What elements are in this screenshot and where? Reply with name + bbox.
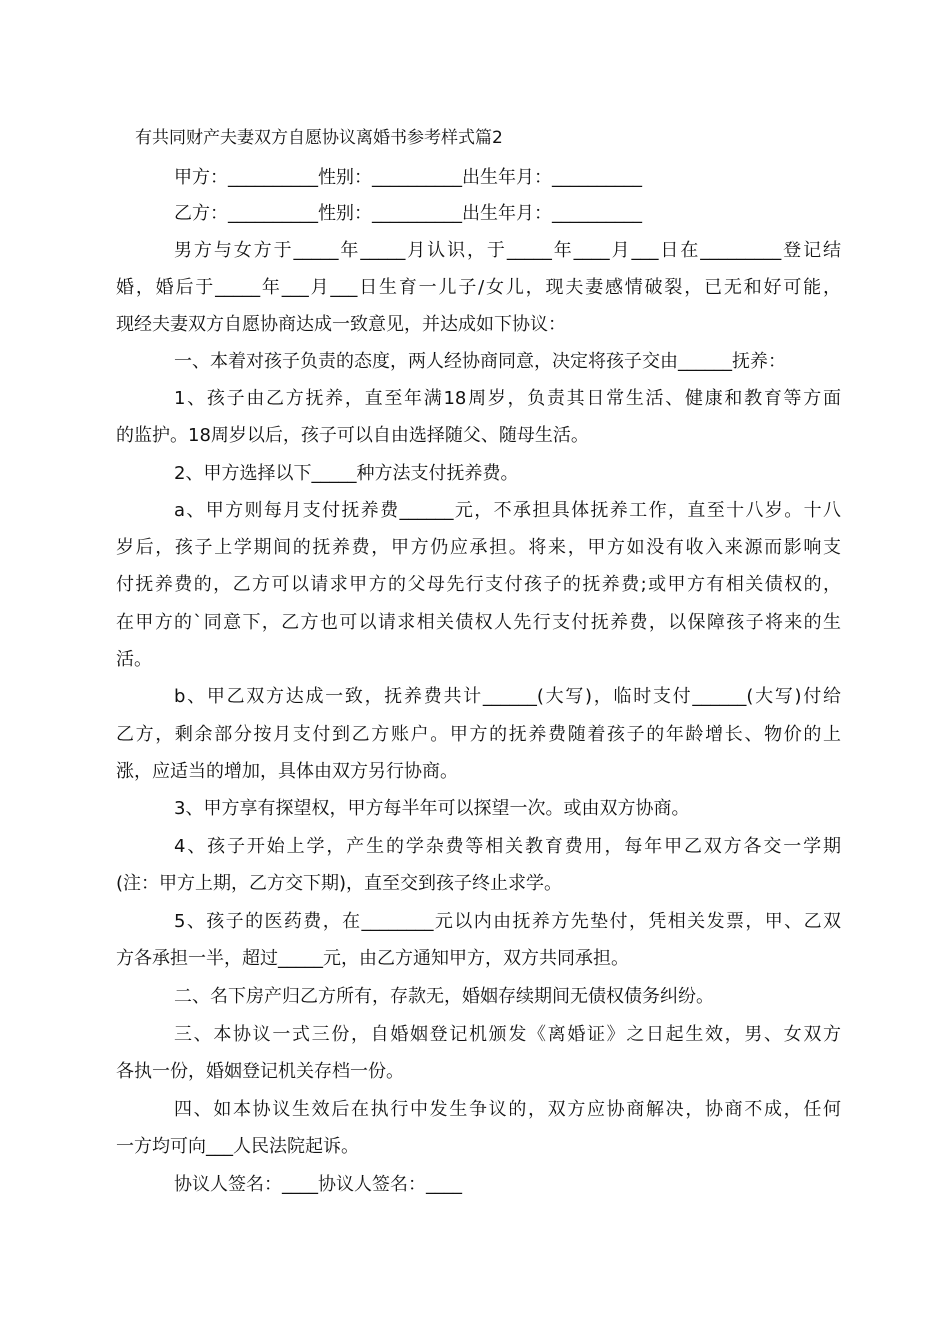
paragraph-line: 付抚养费的，乙方可以请求甲方的父母先行支付孩子的抚养费;或甲方有相关债权的， — [116, 574, 841, 595]
paragraph-line: 岁后，孩子上学期间的抚养费，甲方仍应承担。将来，甲方如没有收入来源而影响支 — [116, 537, 841, 558]
paragraph-line: 一方均可向___人民法院起诉。 — [116, 1136, 359, 1157]
paragraph-line: 方各承担一半，超过_____元，由乙方通知甲方，双方共同承担。 — [116, 948, 629, 969]
paragraph-line: 婚，婚后于_____年___月___日生育一儿子/女儿，现夫妻感情破裂，已无和好可能， — [116, 277, 841, 298]
party-b-info: 乙方：__________性别：__________出生年月：__________ — [174, 203, 642, 224]
paragraph-line: 4、孩子开始上学，产生的学杂费等相关教育费用，每年甲乙双方各交一学期 — [174, 836, 841, 857]
paragraph-line: 男方与女方于_____年_____月认识，于_____年____月___日在_________登记结 — [174, 240, 841, 261]
paragraph-line: a、甲方则每月支付抚养费______元，不承担具体抚养工作，直至十八岁。十八 — [174, 500, 841, 521]
paragraph-line: 一、本着对孩子负责的态度，两人经协商同意，决定将孩子交由______抚养： — [174, 351, 786, 372]
paragraph-line: 现经夫妻双方自愿协商达成一致意见，并达成如下协议： — [116, 314, 566, 335]
paragraph-line: 在甲方的`同意下，乙方也可以请求相关债权人先行支付抚养费，以保障孩子将来的生 — [116, 612, 841, 633]
paragraph-line: b、甲乙双方达成一致，抚养费共计______(大写)，临时支付______(大写)付给 — [174, 686, 841, 707]
paragraph-line: 活。 — [116, 649, 152, 670]
signature-line: 协议人签名：____协议人签名：____ — [174, 1174, 462, 1195]
paragraph-line: 各执一份，婚姻登记机关存档一份。 — [116, 1061, 404, 1082]
paragraph-line: 5、孩子的医药费，在________元以内由抚养方先垫付，凭相关发票，甲、乙双 — [174, 911, 841, 932]
paragraph-line: 三、本协议一式三份，自婚姻登记机颁发《离婚证》之日起生效，男、女双方 — [174, 1024, 841, 1045]
paragraph-line: (注：甲方上期，乙方交下期)，直至交到孩子终止求学。 — [116, 873, 563, 894]
paragraph-line: 二、名下房产归乙方所有，存款无，婚姻存续期间无债权债务纠纷。 — [174, 986, 714, 1007]
paragraph-line: 1、孩子由乙方抚养，直至年满18周岁，负责其日常生活、健康和教育等方面 — [174, 388, 841, 409]
paragraph-line: 的监护。18周岁以后，孩子可以自由选择随父、随母生活。 — [116, 425, 589, 446]
document-title: 有共同财产夫妻双方自愿协议离婚书参考样式篇2 — [135, 128, 503, 148]
paragraph-line: 3、甲方享有探望权，甲方每半年可以探望一次。或由双方协商。 — [174, 798, 690, 819]
party-a-info: 甲方：__________性别：__________出生年月：__________ — [174, 167, 642, 188]
paragraph-line: 乙方，剩余部分按月支付到乙方账户。甲方的抚养费随着孩子的年龄增长、物价的上 — [116, 724, 841, 745]
paragraph-line: 涨，应适当的增加，具体由双方另行协商。 — [116, 761, 458, 782]
paragraph-line: 四、如本协议生效后在执行中发生争议的，双方应协商解决，协商不成，任何 — [174, 1099, 841, 1120]
paragraph-line: 2、甲方选择以下_____种方法支付抚养费。 — [174, 463, 519, 484]
